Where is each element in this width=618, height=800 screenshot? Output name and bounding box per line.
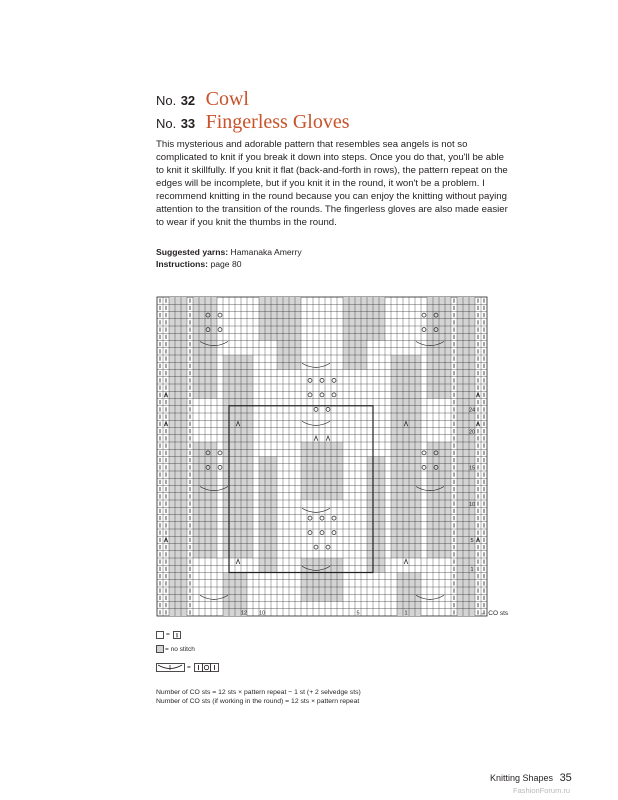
stitch-number-label: 12: [240, 610, 248, 617]
pattern-33-title: [156, 111, 350, 134]
note-round: Number of CO sts (if working in the round) = 12 sts × pattern repeat: [156, 698, 360, 705]
pattern-33-name: Fingerless Gloves: [205, 111, 350, 133]
row-number-label: 1: [470, 567, 474, 574]
pattern-32-number: 32: [180, 93, 196, 108]
legend-knit-equals: =: [166, 631, 170, 638]
yarn-label: Suggested yarns:: [156, 247, 229, 257]
page-footer: [490, 772, 572, 784]
footer-section: Knitting Shapes: [490, 773, 554, 783]
pattern-32-name: Cowl: [205, 88, 249, 110]
row-number-label: 5: [470, 538, 474, 545]
intro-paragraph: This mysterious and adorable pattern that resembles sea angels is not so complicated to knit if you break it down into steps. Once you do that, you'll be able to knit it skillfully. If you knit it flat (back-and-forth in rows), the pattern repeat on the edges will be incomplete, but if you knit it in the round, it won't be a problem. I recommend knitting in the round because you can enjoy the knitting without paying attention to the transition of the rounds. The fingerless gloves are also made easier to wear if you knit the thumbs in the round.: [156, 139, 508, 228]
pattern-33-number: 33: [180, 116, 196, 131]
knitting-chart: [155, 295, 489, 625]
legend-no-stitch-text: = no stitch: [165, 646, 195, 654]
pattern-32-no-label: No.: [156, 93, 177, 108]
stitch-number-label: 5: [356, 610, 360, 617]
instructions-value: page 80: [210, 259, 242, 269]
legend-motif: [156, 663, 246, 674]
note-flat: Number of CO sts = 12 sts × pattern repeat − 1 st (+ 2 selvedge sts): [156, 689, 361, 696]
cast-on-notes: [156, 688, 361, 706]
row-number-label: 20: [468, 429, 476, 436]
legend-motif-equals: =: [187, 664, 191, 671]
suggested-yarns: [156, 247, 302, 257]
yarn-value: Hamanaka Amerry: [230, 247, 302, 257]
footer-page-number: 35: [559, 772, 572, 784]
row-number-label: 10: [468, 501, 476, 508]
no-stitch-swatch: [156, 645, 165, 654]
legend-knit: [156, 631, 190, 640]
watermark: FashionForum.ru: [513, 786, 571, 795]
legend-knit-symbols: [156, 631, 190, 640]
row-number-label: 15: [468, 465, 476, 472]
stitch-number-label: 1: [404, 610, 408, 617]
instructions-label: Instructions:: [156, 259, 209, 269]
legend-no-stitch: [156, 645, 195, 654]
row-number-label: 24: [468, 407, 476, 414]
pattern-33-no-label: No.: [156, 116, 177, 131]
instructions-ref: [156, 259, 242, 269]
legend-motif-symbols: [156, 663, 246, 674]
pattern-32-title: [156, 88, 249, 111]
stitch-number-label: 10: [258, 610, 266, 617]
co-sts-label: ← CO sts: [480, 610, 509, 617]
